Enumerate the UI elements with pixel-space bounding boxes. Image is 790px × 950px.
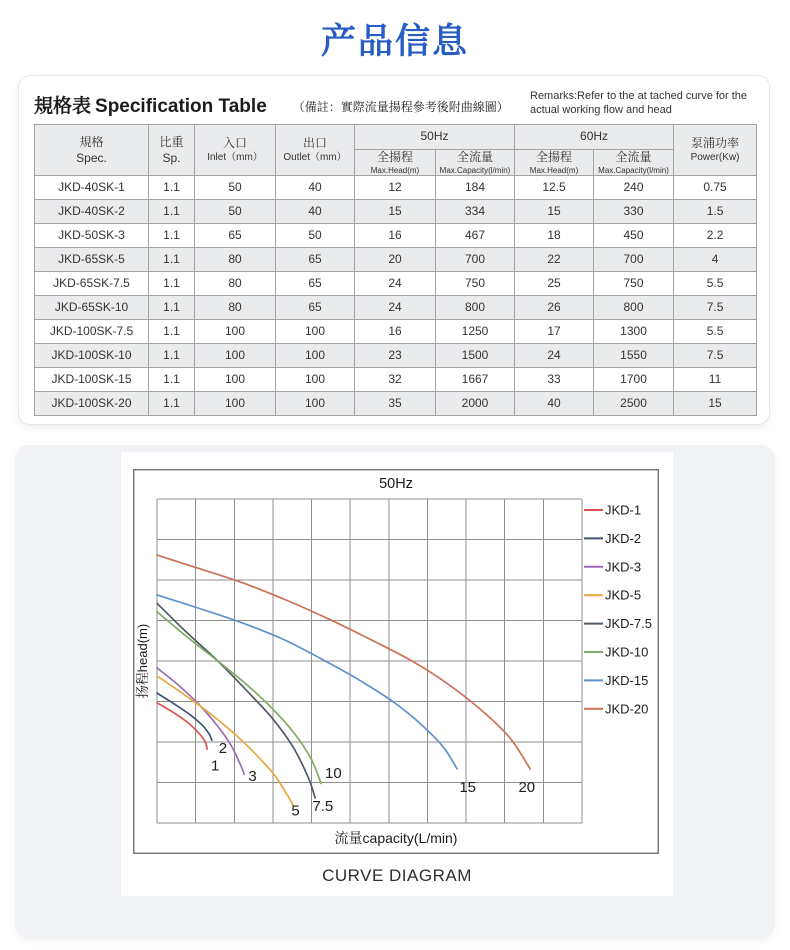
curve-diagram-chart [133, 469, 659, 854]
table-cell: 1550 [594, 344, 674, 368]
legend-item-JKD-2: JKD-2 [605, 530, 642, 546]
table-cell: JKD-65SK-5 [35, 248, 149, 272]
table-cell: 0.75 [674, 176, 757, 200]
chart-legend [584, 503, 652, 717]
spec-table [34, 124, 757, 416]
curve-panel [121, 452, 673, 896]
table-cell: 334 [436, 200, 515, 224]
table-cell: 23 [355, 344, 436, 368]
table-cell: 40 [276, 200, 355, 224]
table-cell: 40 [276, 176, 355, 200]
table-row [35, 200, 757, 224]
table-cell: 2500 [594, 392, 674, 416]
spec-heading-en: Specification Table [95, 95, 267, 117]
table-cell: JKD-100SK-7.5 [35, 320, 149, 344]
table-cell: 80 [195, 248, 276, 272]
col-header-50hz-capacity: 全流量 Max.Capacity(l/min) [436, 150, 515, 176]
table-cell: 16 [355, 224, 436, 248]
table-row [35, 344, 757, 368]
table-cell: 25 [515, 272, 594, 296]
table-cell: 1250 [436, 320, 515, 344]
table-cell: 2000 [436, 392, 515, 416]
spec-remarks-line1: Remarks:Refer to the at tached curve for the [530, 90, 748, 103]
spec-remarks [530, 90, 754, 118]
curve-JKD-20 [157, 555, 530, 769]
table-cell: 26 [515, 296, 594, 320]
table-cell: 20 [355, 248, 436, 272]
table-cell: JKD-65SK-10 [35, 296, 149, 320]
table-cell: 750 [594, 272, 674, 296]
table-cell: 1700 [594, 368, 674, 392]
table-row [35, 224, 757, 248]
table-cell: 100 [195, 392, 276, 416]
page-title: 产品信息 [320, 22, 469, 61]
col-header-spec: 規格 Spec. [35, 125, 149, 176]
col-header-50hz: 50Hz [355, 125, 515, 150]
table-cell: 17 [515, 320, 594, 344]
legend-item-JKD-1: JKD-1 [605, 502, 642, 518]
table-cell: JKD-100SK-15 [35, 368, 149, 392]
table-cell: 100 [276, 320, 355, 344]
table-cell: 240 [594, 176, 674, 200]
table-cell: 1.1 [149, 224, 195, 248]
table-cell: 12.5 [515, 176, 594, 200]
table-cell: JKD-100SK-10 [35, 344, 149, 368]
col-header-outlet: 出口 Outlet（mm） [276, 125, 355, 176]
table-cell: 80 [195, 296, 276, 320]
table-cell: 100 [276, 368, 355, 392]
table-cell: 18 [515, 224, 594, 248]
table-cell: JKD-65SK-7.5 [35, 272, 149, 296]
curve-label-JKD-1: 1 [211, 757, 220, 775]
table-cell: 24 [515, 344, 594, 368]
curve-label-JKD-7.5: 7.5 [312, 797, 334, 815]
table-cell: 15 [674, 392, 757, 416]
table-cell: 16 [355, 320, 436, 344]
table-cell: JKD-50SK-3 [35, 224, 149, 248]
table-cell: 33 [515, 368, 594, 392]
table-cell: 50 [195, 200, 276, 224]
table-cell: 65 [276, 248, 355, 272]
table-cell: 184 [436, 176, 515, 200]
table-cell: 7.5 [674, 344, 757, 368]
curve-label-JKD-20: 20 [518, 779, 536, 796]
spec-remarks-line2: actual working flow and head [530, 104, 672, 116]
table-cell: 1.1 [149, 200, 195, 224]
legend-item-JKD-20: JKD-20 [605, 701, 649, 717]
spec-note: （備註：實際流量揚程參考後附曲線圖） [292, 99, 509, 114]
table-cell: 80 [195, 272, 276, 296]
table-cell: 4 [674, 248, 757, 272]
legend-item-JKD-7.5: JKD-7.5 [605, 616, 652, 632]
legend-item-JKD-10: JKD-10 [605, 644, 649, 660]
curve-label-JKD-15: 15 [459, 779, 477, 796]
table-row [35, 320, 757, 344]
table-cell: 1500 [436, 344, 515, 368]
table-cell: 100 [195, 320, 276, 344]
spec-card-header [34, 84, 754, 124]
table-cell: 65 [276, 296, 355, 320]
table-cell: 1.1 [149, 296, 195, 320]
table-cell: 800 [436, 296, 515, 320]
table-cell: 32 [355, 368, 436, 392]
table-cell: 100 [195, 368, 276, 392]
table-cell: 40 [515, 392, 594, 416]
table-cell: 5.5 [674, 320, 757, 344]
table-cell: 467 [436, 224, 515, 248]
table-cell: 1.1 [149, 344, 195, 368]
table-cell: 1.1 [149, 176, 195, 200]
table-cell: 1.1 [149, 368, 195, 392]
table-cell: 65 [276, 272, 355, 296]
table-cell: 700 [436, 248, 515, 272]
curve-JKD-10 [157, 612, 321, 784]
table-cell: 24 [355, 272, 436, 296]
spec-table-head [35, 125, 757, 176]
table-cell: 1667 [436, 368, 515, 392]
legend-item-JKD-3: JKD-3 [605, 559, 642, 575]
table-cell: 50 [195, 176, 276, 200]
table-cell: 100 [276, 392, 355, 416]
legend-item-JKD-5: JKD-5 [605, 587, 642, 603]
col-header-power: 泵浦功率 Power(Kw) [674, 125, 757, 176]
chart-curve-labels [211, 740, 535, 820]
col-header-sp: 比重 Sp. [149, 125, 195, 176]
table-row [35, 176, 757, 200]
table-cell: JKD-40SK-1 [35, 176, 149, 200]
spec-heading [34, 91, 267, 118]
table-cell: 700 [594, 248, 674, 272]
table-cell: 50 [276, 224, 355, 248]
table-cell: JKD-40SK-2 [35, 200, 149, 224]
table-cell: 100 [195, 344, 276, 368]
spec-card [18, 75, 770, 425]
table-cell: 330 [594, 200, 674, 224]
curve-label-JKD-2: 2 [218, 739, 228, 757]
chart-title: 50Hz [379, 476, 413, 492]
table-cell: 800 [594, 296, 674, 320]
table-cell: 24 [355, 296, 436, 320]
legend-item-JKD-15: JKD-15 [605, 672, 649, 688]
table-cell: 100 [276, 344, 355, 368]
table-cell: 22 [515, 248, 594, 272]
y-axis-label: 扬程head(m) [135, 623, 150, 699]
table-row [35, 272, 757, 296]
curve-label-JKD-5: 5 [291, 802, 300, 820]
table-cell: 1.5 [674, 200, 757, 224]
table-cell: 5.5 [674, 272, 757, 296]
table-cell: 7.5 [674, 296, 757, 320]
table-row [35, 296, 757, 320]
spec-heading-zh: 規格表 [34, 95, 92, 117]
col-header-60hz-head: 全揚程 Max.Head(m) [515, 150, 594, 176]
table-cell: 450 [594, 224, 674, 248]
table-cell: 12 [355, 176, 436, 200]
col-header-60hz: 60Hz [515, 125, 674, 150]
col-header-50hz-head: 全揚程 Max.Head(m) [355, 150, 436, 176]
curve-label-JKD-3: 3 [248, 768, 257, 785]
curve-label-JKD-10: 10 [325, 764, 342, 782]
table-cell: 1.1 [149, 248, 195, 272]
table-cell: 15 [355, 200, 436, 224]
curve-JKD-2 [157, 693, 212, 740]
table-cell: 1.1 [149, 392, 195, 416]
table-cell: 2.2 [674, 224, 757, 248]
table-row [35, 392, 757, 416]
spec-table-body [35, 176, 757, 416]
table-cell: 1.1 [149, 320, 195, 344]
table-row [35, 248, 757, 272]
table-row [35, 368, 757, 392]
col-header-inlet: 入口 Inlet（mm） [195, 125, 276, 176]
table-cell: JKD-100SK-20 [35, 392, 149, 416]
x-axis-label: 流量capacity(L/min) [334, 830, 458, 846]
table-cell: 35 [355, 392, 436, 416]
table-cell: 750 [436, 272, 515, 296]
table-cell: 1300 [594, 320, 674, 344]
chart-grid [157, 499, 582, 823]
table-cell: 65 [195, 224, 276, 248]
table-cell: 1.1 [149, 272, 195, 296]
col-header-60hz-capacity: 全流量 Max.Capacity(l/min) [594, 150, 674, 176]
curve-caption: CURVE DIAGRAM [322, 866, 472, 885]
table-cell: 11 [674, 368, 757, 392]
table-cell: 15 [515, 200, 594, 224]
